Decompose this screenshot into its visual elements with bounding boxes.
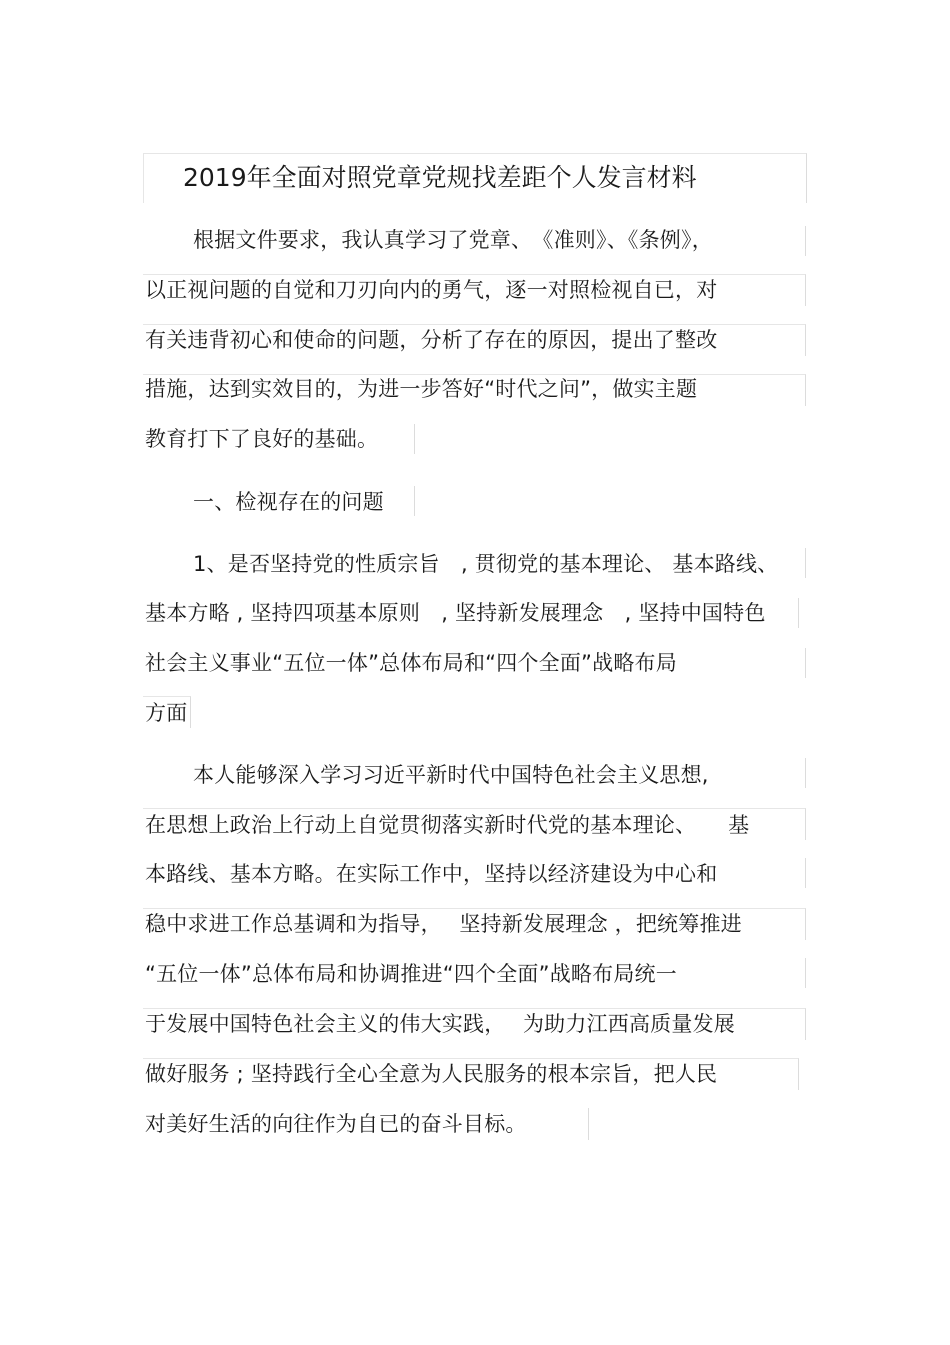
paragraph-line: 社会主义事业“五位一体”总体布局和“四个全面”战略布局 <box>145 651 677 675</box>
paragraph-line: 以正视问题的自觉和刀刃向内的勇气，逐一对照检视自已，对 <box>145 278 718 302</box>
paragraph-line: 有关违背初心和使命的问题，分析了存在的原因，提出了整改 <box>145 328 718 352</box>
frame-line <box>805 548 806 578</box>
paragraph-line: 1、是否坚持党的性质宗旨 , 贯彻党的基本理论、 基本路线、 <box>193 552 779 576</box>
paragraph-line: 稳中求进工作总基调和为指导， 坚持新发展理念 ，把统筹推进 <box>145 912 742 936</box>
paragraph-line: 做好服务 ; 坚持践行全心全意为人民服务的根本宗旨，把人民 <box>145 1062 718 1086</box>
frame-line <box>588 1108 589 1140</box>
paragraph-line: 根据文件要求，我认真学习了党章、 《准则》、《条例》， <box>193 228 713 252</box>
paragraph-line: 在思想上政治上行动上自觉贯彻落实新时代党的基本理论、 基 <box>145 813 750 837</box>
paragraph-line: 措施，达到实效目的，为进一步答好“时代之问”，做实主题 <box>145 377 698 401</box>
paragraph-line: 本人能够深入学习习近平新时代中国特色社会主义思想, <box>193 763 709 787</box>
paragraph-line: 于发展中国特色社会主义的伟大实践， 为助力江西高质量发展 <box>145 1012 735 1036</box>
frame-line <box>805 648 806 678</box>
paragraph-line: 本路线、基本方略。在实际工作中，坚持以经济建设为中心和 <box>145 862 718 886</box>
frame-line <box>805 858 806 888</box>
frame-line <box>798 598 799 628</box>
frame-line <box>805 958 806 988</box>
paragraph-line: 方面 <box>145 701 188 725</box>
document-title: 2019年全面对照党章党规找差距个人发言材料 <box>183 163 697 192</box>
frame-line <box>414 424 415 454</box>
paragraph-line: 教育打下了良好的基础。 <box>145 427 379 451</box>
paragraph-line: 对美好生活的向往作为自已的奋斗目标。 <box>145 1112 527 1136</box>
frame-line <box>414 486 415 516</box>
frame-line <box>805 758 806 788</box>
section-heading: 一、检视存在的问题 <box>193 490 384 514</box>
paragraph-line: 基本方略 , 坚持四项基本原则 , 坚持新发展理念 , 坚持中国特色 <box>145 601 766 625</box>
paragraph-line: “五位一体”总体布局和协调推进“四个全面”战略布局统一 <box>145 962 677 986</box>
frame-line <box>805 226 806 256</box>
